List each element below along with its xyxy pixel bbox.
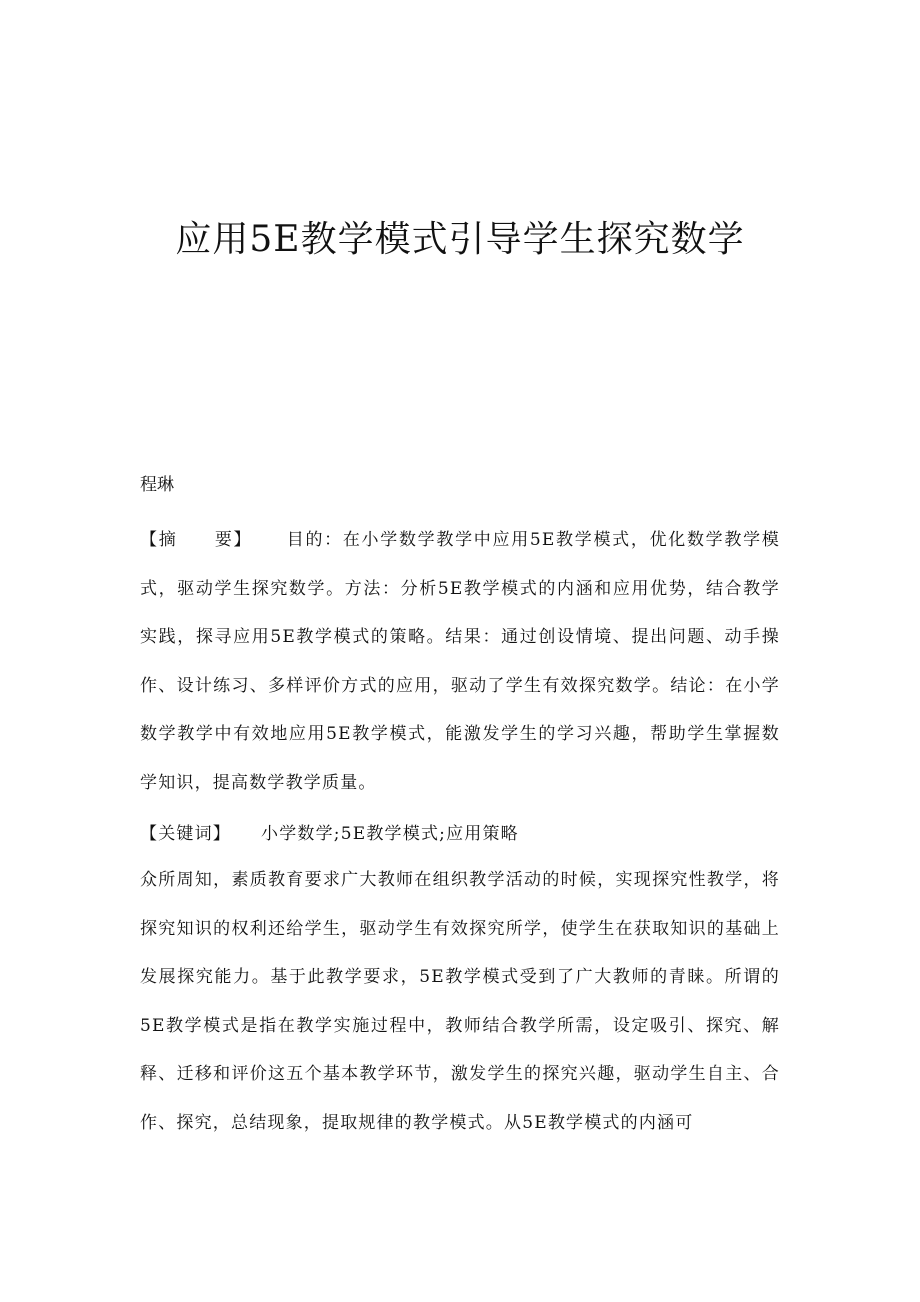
author-name: 程琳 [140,475,174,495]
keywords-label: 【关键词】 [140,824,231,844]
abstract-text: 目的：在小学数学教学中应用5E教学模式，优化数学教学模式，驱动学生探究数学。方法：分析5E教学模式的内涵和应用优势，结合教学实践，探寻应用5E教学模式的策略。结果：通过创设情境、提出问题、动手操作、设计练习、多样评价方式的应用，驱动了学生有效探究数学。结论：在小学数学教学中有效地应用5E教学模式，能激发学生的学习兴趣，帮助学生掌握数学知识，提高数学教学质量。 [140,530,780,793]
keywords-text: 小学数学;5E教学模式;应用策略 [261,824,519,844]
body-paragraph: 众所周知，素质教育要求广大教师在组织教学活动的时候，实现探究性教学，将探究知识的权利还给学生，驱动学生有效探究所学，使学生在获取知识的基础上发展探究能力。基于此教学要求，5E教学模式受到了广大教师的青睐。所谓的5E教学模式是指在教学实施过程中，教师结合教学所需，设定吸引、探究、解释、迁移和评价这五个基本教学环节，激发学生的探究兴趣，驱动学生自主、合作、探究，总结现象，提取规律的教学模式。从5E教学模式的内涵可 [140,870,780,1133]
abstract-label: 【摘 要】 [140,530,253,550]
abstract-section [140,516,780,807]
document-title: 应用5E教学模式引导学生探究数学 [175,219,745,260]
keywords-section [140,810,780,859]
